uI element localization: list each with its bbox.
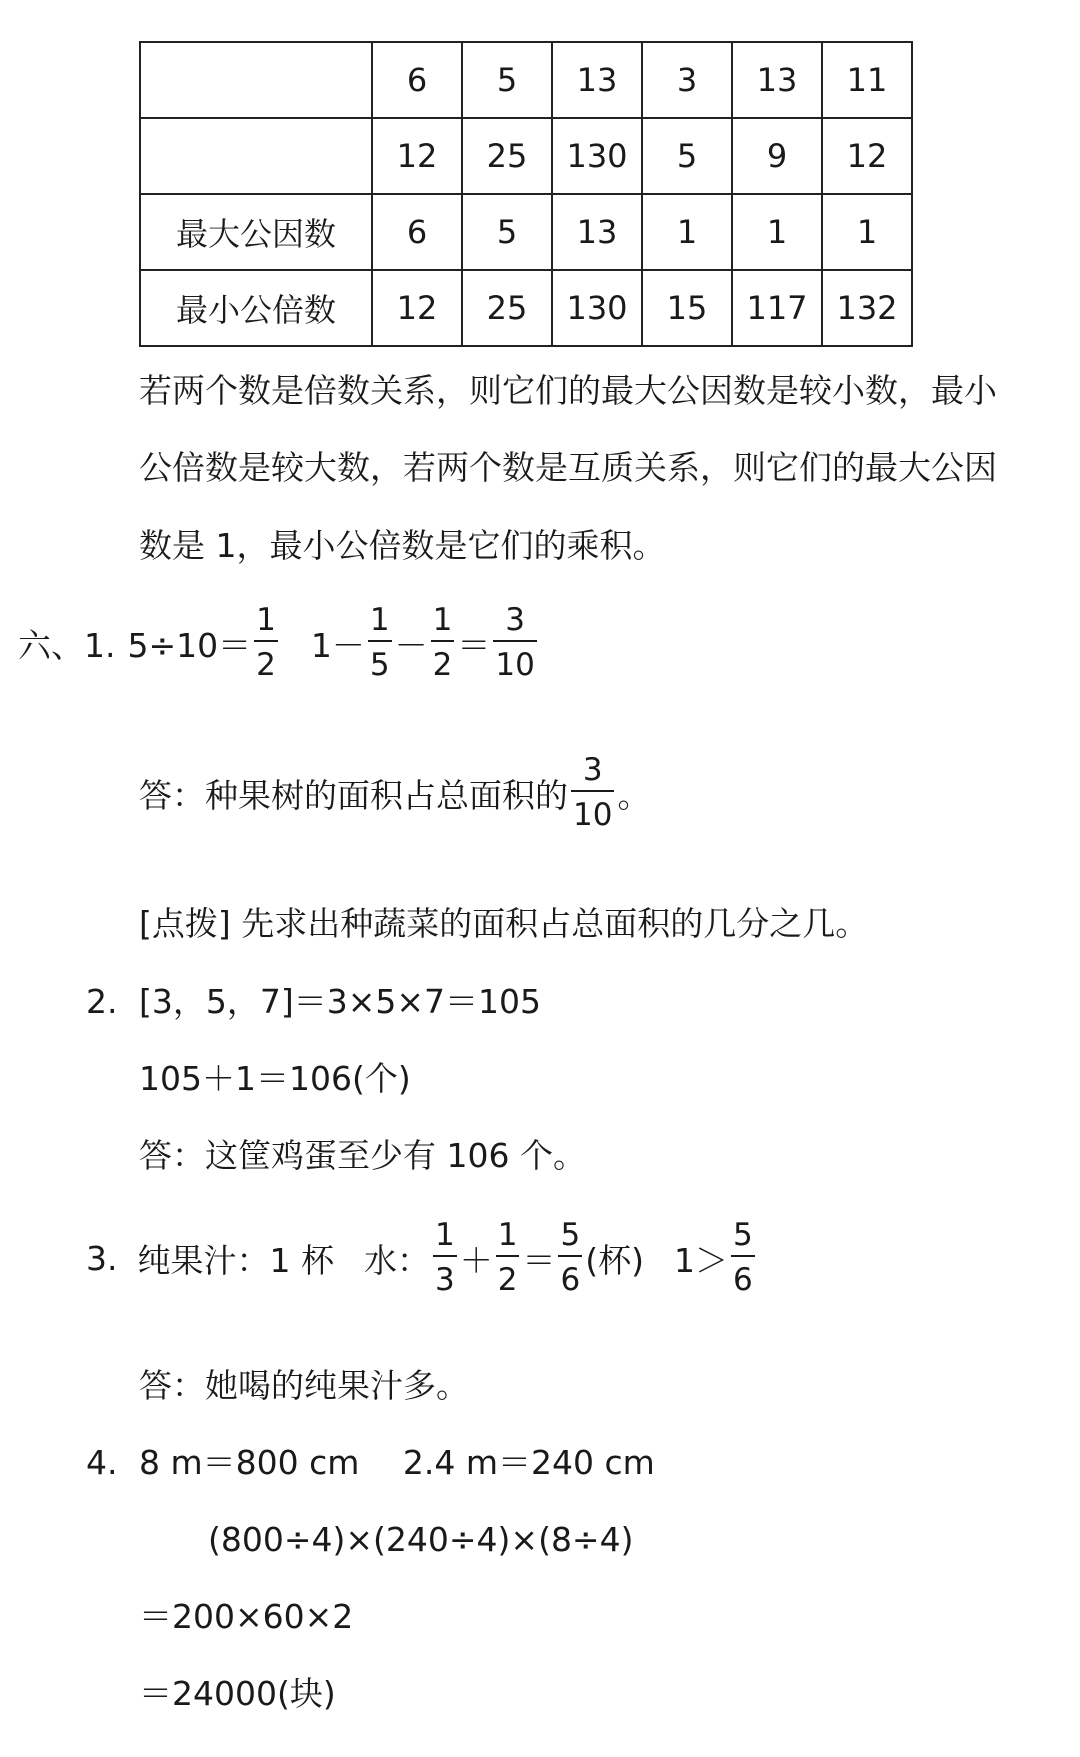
q1-expr2: 1－ xyxy=(310,625,365,665)
denominator: 2 xyxy=(497,1262,518,1298)
numerator: 1 xyxy=(256,602,276,638)
table-cell: 1 xyxy=(642,194,732,270)
denominator: 6 xyxy=(560,1262,581,1298)
q1-answer xyxy=(139,752,651,833)
minus-sign: － xyxy=(394,625,428,665)
q3-juice: 纯果汁：1 杯 xyxy=(137,1240,334,1280)
q1-equation xyxy=(18,602,540,683)
table-cell: 1 xyxy=(822,194,912,270)
plus-sign: ＋ xyxy=(459,1240,493,1280)
table-cell: 11 xyxy=(822,42,912,118)
numerator: 5 xyxy=(732,1217,753,1253)
table-row xyxy=(140,194,912,270)
numerator: 1 xyxy=(435,1217,455,1253)
table-row xyxy=(140,270,912,346)
q4-number: 4. xyxy=(86,1443,118,1482)
denominator: 2 xyxy=(432,647,453,683)
numerator: 1 xyxy=(432,602,453,638)
equals-sign: ＝ xyxy=(457,625,491,665)
fraction xyxy=(254,602,278,683)
table-cell: 130 xyxy=(552,270,642,346)
q1-expr1: 5÷10＝ xyxy=(127,625,252,665)
conclusion-line-3: 数是 1，最小公倍数是它们的乘积。 xyxy=(139,526,666,565)
table-cell: 5 xyxy=(642,118,732,194)
fraction xyxy=(368,602,392,683)
table-cell: 13 xyxy=(552,42,642,118)
table-row xyxy=(140,42,912,118)
denominator: 5 xyxy=(369,647,390,683)
q1-hint: [点拨] 先求出种蔬菜的面积占总面积的几分之几。 xyxy=(139,904,869,943)
fraction xyxy=(493,602,536,683)
conclusion-line-2: 公倍数是较大数，若两个数是互质关系，则它们的最大公因 xyxy=(139,448,997,487)
conclusion-line-1: 若两个数是倍数关系，则它们的最大公因数是较小数，最小 xyxy=(139,371,997,410)
denominator: 6 xyxy=(732,1262,753,1298)
table-cell: 6 xyxy=(372,194,462,270)
equals-sign: ＝ xyxy=(522,1240,556,1280)
period: 。 xyxy=(617,775,651,815)
q4-line-1: 8 m＝800 cm 2.4 m＝240 cm xyxy=(139,1443,655,1482)
fraction xyxy=(431,602,455,683)
row-label: 最小公倍数 xyxy=(140,270,372,346)
denominator: 2 xyxy=(256,647,276,683)
table-cell: 130 xyxy=(552,118,642,194)
q2-line-1: [3，5，7]＝3×5×7＝105 xyxy=(139,982,542,1021)
fraction xyxy=(558,1217,582,1298)
table-cell: 12 xyxy=(372,270,462,346)
table-cell: 5 xyxy=(462,42,552,118)
table-cell: 12 xyxy=(822,118,912,194)
table-cell: 12 xyxy=(372,118,462,194)
table-cell: 9 xyxy=(732,118,822,194)
table-cell: 15 xyxy=(642,270,732,346)
q2-number: 2. xyxy=(86,982,118,1021)
table-cell: 25 xyxy=(462,270,552,346)
answer-text: 答：种果树的面积占总面积的 xyxy=(139,775,568,815)
numerator: 3 xyxy=(582,752,603,788)
denominator: 10 xyxy=(495,647,535,683)
table-cell: 5 xyxy=(462,194,552,270)
fraction xyxy=(731,1217,755,1298)
table-cell: 3 xyxy=(642,42,732,118)
denominator: 3 xyxy=(435,1262,455,1298)
fraction xyxy=(496,1217,520,1298)
fraction xyxy=(433,1217,457,1298)
q3-equation xyxy=(86,1217,758,1298)
table-cell: 13 xyxy=(732,42,822,118)
table-cell: 25 xyxy=(462,118,552,194)
q2-line-2: 105＋1＝106(个) xyxy=(139,1059,411,1098)
q3-number: 3. xyxy=(86,1238,118,1278)
gcd-lcm-table xyxy=(139,41,913,347)
numerator: 1 xyxy=(369,602,390,638)
q3-water-label: 水： xyxy=(364,1240,430,1280)
q4-line-3: ＝200×60×2 xyxy=(139,1597,354,1636)
row-label: 最大公因数 xyxy=(140,194,372,270)
q2-answer: 答：这筐鸡蛋至少有 106 个。 xyxy=(139,1136,586,1175)
table-cell: 13 xyxy=(552,194,642,270)
numerator: 5 xyxy=(560,1217,581,1253)
comparison: 1＞ xyxy=(673,1240,728,1280)
section-heading: 六、1. xyxy=(18,625,116,665)
fraction xyxy=(571,752,614,833)
numerator: 3 xyxy=(505,602,525,638)
table-row xyxy=(140,118,912,194)
numerator: 1 xyxy=(497,1217,518,1253)
table-cell: 117 xyxy=(732,270,822,346)
q4-line-2: (800÷4)×(240÷4)×(8÷4) xyxy=(208,1520,634,1559)
unit: (杯) xyxy=(585,1240,644,1280)
table-cell: 6 xyxy=(372,42,462,118)
table-cell: 1 xyxy=(732,194,822,270)
q3-answer: 答：她喝的纯果汁多。 xyxy=(139,1366,469,1405)
row-label xyxy=(140,118,372,194)
denominator: 10 xyxy=(573,797,613,833)
table-cell: 132 xyxy=(822,270,912,346)
row-label xyxy=(140,42,372,118)
q4-line-4: ＝24000(块) xyxy=(139,1674,336,1713)
